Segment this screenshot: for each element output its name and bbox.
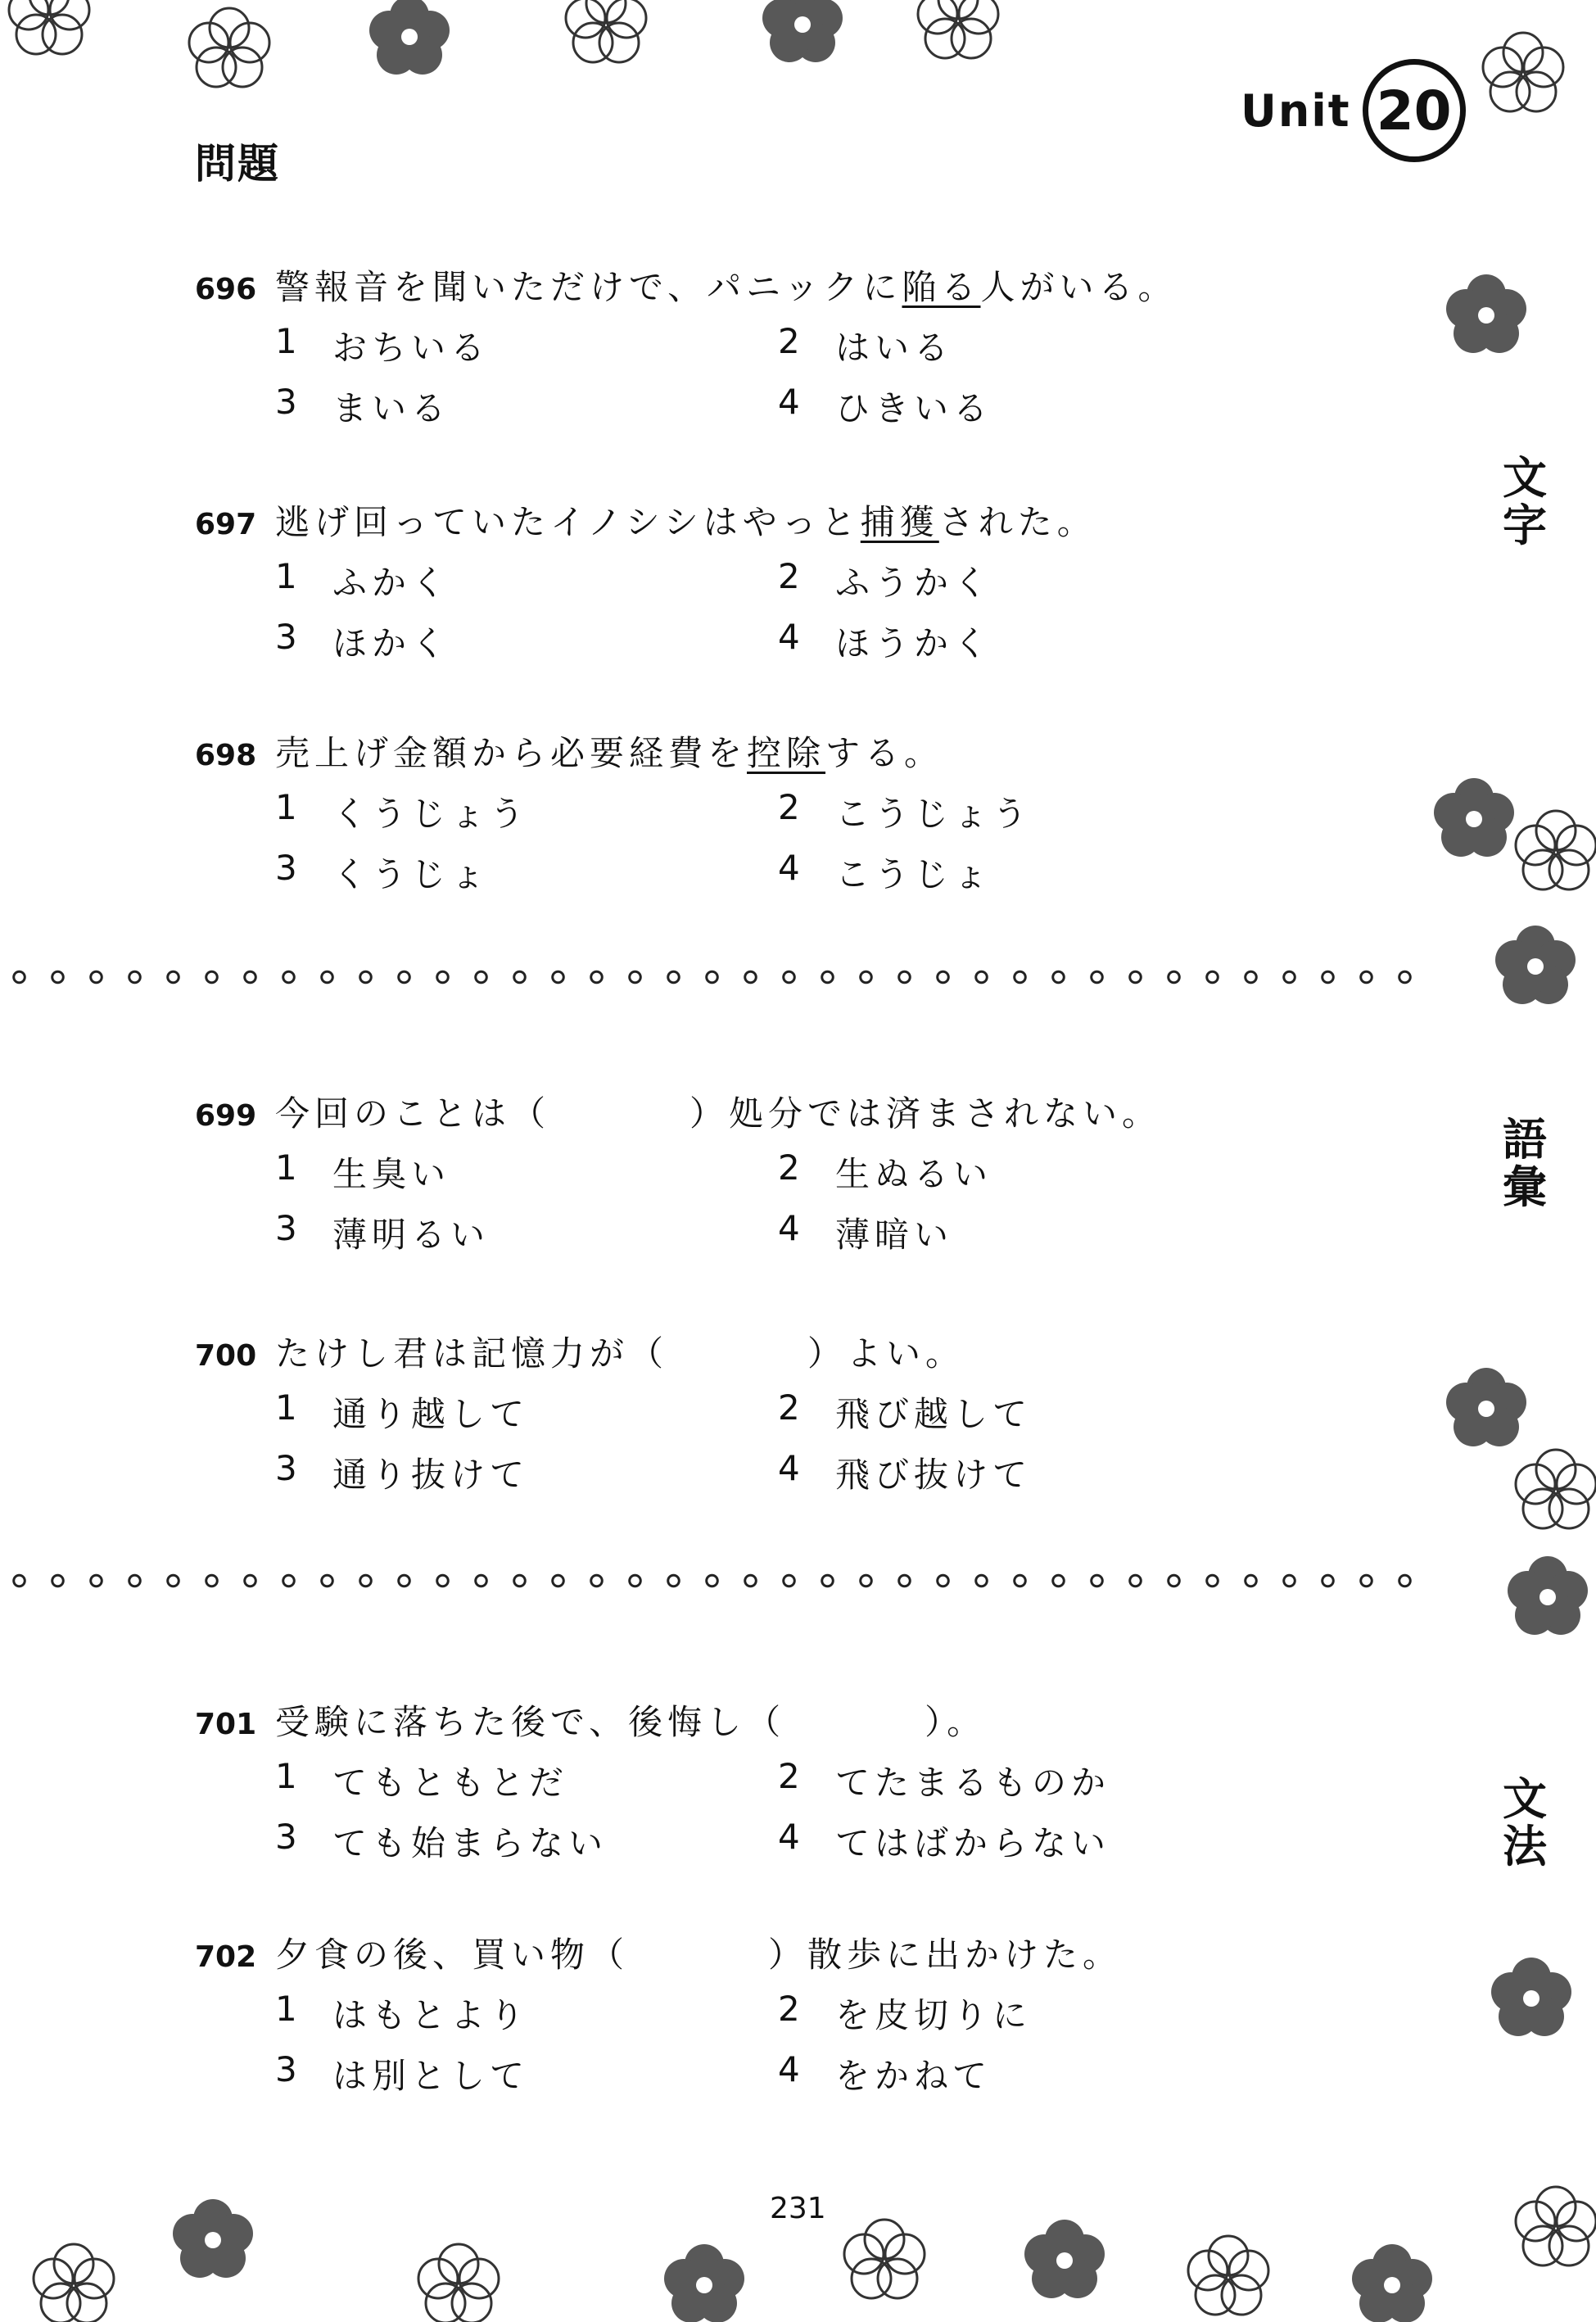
option-text: ても始まらない <box>332 1823 608 1863</box>
option-text: 通り越して <box>332 1394 530 1434</box>
option-4[interactable] <box>778 617 1361 666</box>
question-text: 売上げ金額から必要経費を控除する。 <box>275 733 944 773</box>
option-text: こうじょう <box>835 794 1033 834</box>
section-divider <box>0 1571 1417 1591</box>
option-text: こうじょ <box>835 854 993 894</box>
underlined-target: 陥る <box>902 267 981 307</box>
option-number: 1 <box>275 321 302 361</box>
question-697 <box>195 496 1423 666</box>
option-text: ほうかく <box>835 623 993 663</box>
option-text: はもとより <box>332 1995 530 2035</box>
option-number: 4 <box>778 1208 805 1248</box>
side-tab-char: 文 <box>1503 1773 1547 1825</box>
option-number: 3 <box>275 1817 302 1857</box>
underlined-target: 控除 <box>747 733 826 773</box>
unit-number: 20 <box>1363 59 1466 162</box>
question-number: 702 <box>195 1940 257 1974</box>
underlined-target: 捕獲 <box>860 502 939 542</box>
option-1[interactable] <box>195 321 778 370</box>
option-number: 3 <box>275 382 302 422</box>
option-number: 4 <box>778 2049 805 2089</box>
option-number: 2 <box>778 321 805 361</box>
question-number: 699 <box>195 1099 257 1133</box>
option-number: 1 <box>275 556 302 596</box>
option-1[interactable] <box>195 787 778 836</box>
page-number: 231 <box>770 2192 826 2225</box>
question-text: たけし君は記憶力が（ ）よい。 <box>275 1333 965 1374</box>
option-1[interactable] <box>195 1147 778 1197</box>
option-text: を皮切りに <box>835 1995 1033 2035</box>
option-number: 4 <box>778 617 805 657</box>
option-number: 3 <box>275 2049 302 2089</box>
option-3[interactable] <box>195 1448 778 1497</box>
question-696 <box>195 260 1423 431</box>
option-number: 2 <box>778 1756 805 1796</box>
option-text: 通り抜けて <box>332 1455 530 1495</box>
option-number: 2 <box>778 787 805 827</box>
question-text: 夕食の後、買い物（ ）散歩に出かけた。 <box>275 1935 1123 1975</box>
option-3[interactable] <box>195 1817 778 1866</box>
option-2[interactable] <box>778 1989 1361 2038</box>
option-number: 3 <box>275 1208 302 1248</box>
option-text: はいる <box>835 328 954 368</box>
side-tab-goi <box>1500 1116 1549 1211</box>
side-tab-bunpo <box>1500 1773 1549 1872</box>
option-text: ほかく <box>332 623 451 663</box>
section-divider <box>0 967 1417 987</box>
option-3[interactable] <box>195 1208 778 1257</box>
section-title: 問題 <box>195 140 280 188</box>
option-number: 2 <box>778 1989 805 2029</box>
option-text: ひきいる <box>835 388 993 428</box>
option-text: てはばからない <box>835 1823 1111 1863</box>
side-tab-moji <box>1500 452 1549 551</box>
option-text: ふかく <box>332 563 451 603</box>
option-4[interactable] <box>778 2049 1361 2098</box>
option-text: くうじょう <box>332 794 530 834</box>
option-text: 薄明るい <box>332 1215 491 1255</box>
option-number: 4 <box>778 1817 805 1857</box>
option-number: 1 <box>275 1756 302 1796</box>
option-2[interactable] <box>778 1756 1361 1805</box>
unit-badge <box>1241 59 1466 162</box>
option-3[interactable] <box>195 617 778 666</box>
question-number: 700 <box>195 1339 257 1373</box>
option-number: 1 <box>275 787 302 827</box>
question-text: 受験に落ちた後で、後悔し（ ）。 <box>275 1702 987 1742</box>
option-text: 生ぬるい <box>835 1154 993 1194</box>
option-number: 4 <box>778 1448 805 1488</box>
option-number: 3 <box>275 848 302 888</box>
option-2[interactable] <box>778 556 1361 605</box>
option-2[interactable] <box>778 1387 1361 1437</box>
option-3[interactable] <box>195 382 778 431</box>
side-tab-char: 字 <box>1503 500 1547 551</box>
option-4[interactable] <box>778 1817 1361 1866</box>
question-number: 701 <box>195 1708 257 1741</box>
question-number: 698 <box>195 739 257 772</box>
option-1[interactable] <box>195 556 778 605</box>
option-2[interactable] <box>778 1147 1361 1197</box>
side-tab-char: 語 <box>1503 1114 1547 1166</box>
option-text: てたまるものか <box>835 1763 1111 1803</box>
option-4[interactable] <box>778 1448 1361 1497</box>
option-text: 薄暗い <box>835 1215 954 1255</box>
question-700 <box>195 1327 1423 1497</box>
option-number: 2 <box>778 1147 805 1188</box>
option-text: 生臭い <box>332 1154 451 1194</box>
option-number: 3 <box>275 617 302 657</box>
option-text: 飛び抜けて <box>835 1455 1033 1495</box>
option-text: ふうかく <box>835 563 993 603</box>
option-number: 4 <box>778 848 805 888</box>
option-number: 1 <box>275 1989 302 2029</box>
side-tab-char: 法 <box>1503 1821 1547 1872</box>
question-702 <box>195 1928 1423 2098</box>
option-1[interactable] <box>195 1387 778 1437</box>
option-text: まいる <box>332 388 451 428</box>
option-text: てもともとだ <box>332 1763 569 1803</box>
option-number: 2 <box>778 1387 805 1428</box>
question-699 <box>195 1087 1423 1257</box>
question-number: 697 <box>195 508 257 541</box>
option-text: をかねて <box>835 2056 992 2096</box>
unit-label: Unit <box>1241 84 1351 137</box>
option-number: 1 <box>275 1387 302 1428</box>
side-tab-char: 文 <box>1503 452 1547 504</box>
option-text: くうじょ <box>332 854 491 894</box>
option-3[interactable] <box>195 848 778 897</box>
option-number: 3 <box>275 1448 302 1488</box>
option-number: 2 <box>778 556 805 596</box>
option-text: は別として <box>332 2056 530 2096</box>
question-698 <box>195 726 1423 897</box>
option-1[interactable] <box>195 1756 778 1805</box>
question-701 <box>195 1695 1423 1866</box>
option-text: 飛び越して <box>835 1394 1033 1434</box>
question-text: 逃げ回っていたイノシシはやっと捕獲された。 <box>275 502 1096 542</box>
option-text: おちいる <box>332 328 491 368</box>
option-3[interactable] <box>195 2049 778 2098</box>
question-text: 今回のことは（ ）処分では済まされない。 <box>275 1093 1162 1134</box>
option-4[interactable] <box>778 848 1361 897</box>
option-4[interactable] <box>778 382 1361 431</box>
option-1[interactable] <box>195 1989 778 2038</box>
option-4[interactable] <box>778 1208 1361 1257</box>
side-tab-char: 彙 <box>1503 1161 1547 1213</box>
question-number: 696 <box>195 273 257 306</box>
option-number: 4 <box>778 382 805 422</box>
option-2[interactable] <box>778 321 1361 370</box>
option-number: 1 <box>275 1147 302 1188</box>
option-2[interactable] <box>778 787 1361 836</box>
question-text: 警報音を聞いただけで、パニックに陥る人がいる。 <box>275 267 1178 307</box>
